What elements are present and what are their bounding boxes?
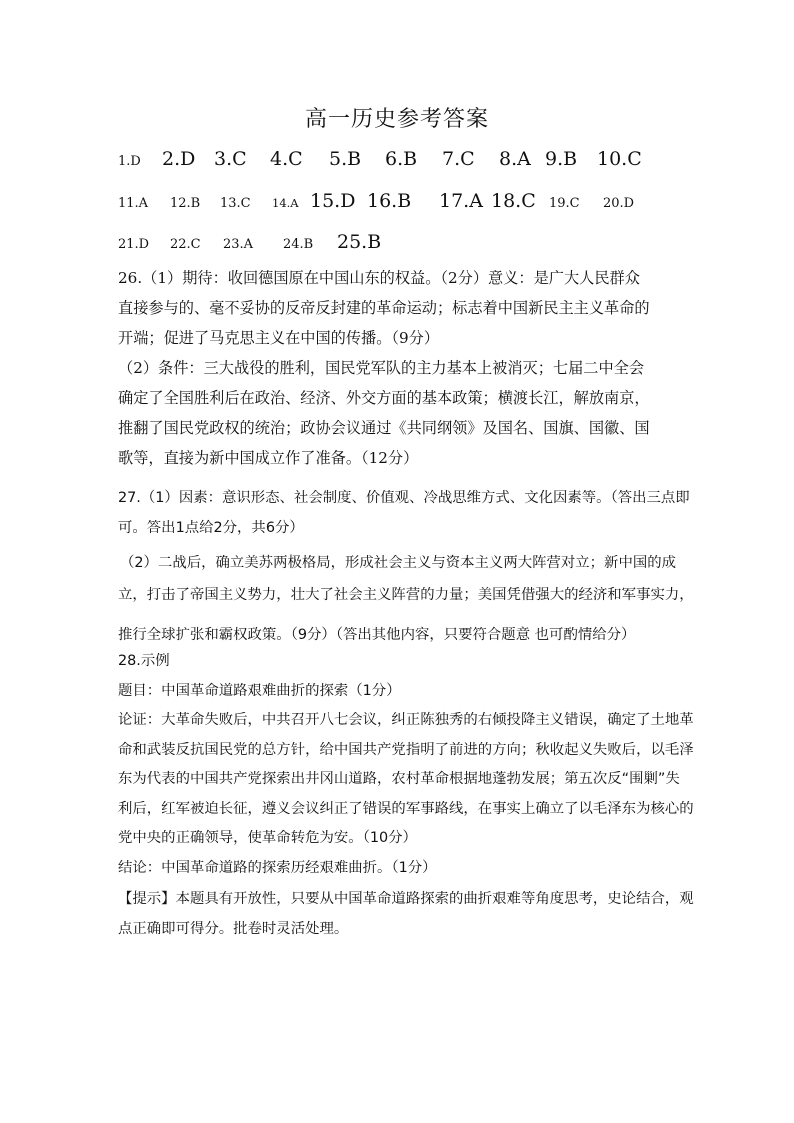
mc-answer: 10.C [597,148,642,170]
mc-answer: 14.A [272,196,299,210]
mc-answer: 18.C [491,190,536,212]
mc-row-2 [118,190,634,212]
q28-tip-line: 【提示】本题具有开放性，只要从中国革命道路探索的曲折艰难等角度思考，史论结合，观 [118,891,694,907]
q28-conclusion: 结论：中国革命道路的探索历经艰难曲折。（1分） [118,859,437,876]
mc-answer: 4.C [270,148,303,170]
mc-answer: 3.C [214,148,247,170]
mc-answer: 13.C [220,196,251,211]
mc-answer: 6.B [385,148,418,170]
mc-answer: 25.B [337,231,382,253]
mc-answer: 9.B [545,148,578,170]
q28-tip-line: 点正确即可得分。批卷时灵活处理。 [118,920,349,937]
mc-answer: 8.A [499,148,531,170]
mc-answer: 20.D [603,196,635,211]
q28-argument-line: 党中央的正确领导，使革命转危为安。（10分） [118,830,417,846]
q28-topic: 题目：中国革命道路艰难曲折的探索（1分） [118,682,401,699]
mc-row-1 [118,148,642,170]
q28-heading: 28.示例 [118,653,170,669]
mc-row-3 [118,231,381,253]
q27-line: （2）二战后，确立美苏两极格局，形成社会主义与资本主义两大阵营对立；新中国的成 [120,555,677,571]
mc-answer: 5.B [329,148,362,170]
q26-line: 26.（1）期待：收回德国原在中国山东的权益。（2分）意义：是广大人民群众 [118,269,640,287]
mc-answer: 22.C [170,237,201,252]
q28-answer [118,647,694,944]
q26-answer [118,263,678,473]
q26-line: 歌等，直接为新中国成立作了准备。（12分） [118,449,419,467]
q28-argument-line: 命和武装反抗国民党的总方针，给中国共产党指明了前进的方向；秋收起义失败后，以毛泽 [118,741,694,758]
q26-line: 直接参与的、毫不妥协的反帝反封建的革命运动；标志着中国新民主主义革命的 [118,299,650,317]
mc-answer: 21.D [118,237,150,252]
mc-answer: 19.C [549,196,580,211]
q27-line: 推行全球扩张和霸权政策。（9分）（答出其他内容，只要符合题意 也可酌情给分） [118,627,636,643]
q26-line: 确定了全国胜利后在政治、经济、外交方面的基本政策；横渡长江，解放南京， [118,389,650,407]
mc-answer: 16.B [367,190,412,212]
mc-answer: 1.D [118,154,141,169]
q26-line: 开端；促进了马克思主义在中国的传播。（9分） [118,329,440,347]
q28-argument-line: 利后，红军被迫长征，遵义会议纠正了错误的军事路线，在事实上确立了以毛泽东为核心的 [118,800,694,817]
q26-line: （2）条件：三大战役的胜利，国民党军队的主力基本上被消灭；七届二中全会 [118,359,645,377]
q27-line: 立，打击了帝国主义势力，壮大了社会主义阵营的力量；美国凭借强大的经济和军事实力， [118,587,694,603]
q26-line: 推翻了国民党政权的统治；政协会议通过《共同纲领》及国名、国旗、国徽、国 [118,419,650,437]
mc-answer: 11.A [118,196,149,211]
q28-argument-line: 论证：大革命失败后，中共召开八七会议，纠正陈独秀的右倾投降主义错误，确定了土地革 [118,712,694,728]
mc-answer: 24.B [283,237,314,252]
mc-answer: 23.A [223,237,254,252]
mc-answer: 12.B [170,196,201,211]
mc-answer: 15.D [310,190,356,212]
q27-answer [118,484,694,651]
mc-answer: 7.C [442,148,475,170]
q27-line: 27.（1）因素：意识形态、社会制度、价值观、冷战思维方式、文化因素等。（答出三点即 [118,490,690,506]
mc-answer: 2.D [162,148,196,170]
mc-answer: 17.A [439,190,483,212]
page-title: 高一历史参考答案 [304,107,489,132]
q27-line: 可。答出1点给2分，共6分） [118,519,304,536]
q28-argument-line: 东为代表的中国共产党探索出井冈山道路，农村革命根据地蓬勃发展；第五次反“围剿”失 [118,771,680,787]
